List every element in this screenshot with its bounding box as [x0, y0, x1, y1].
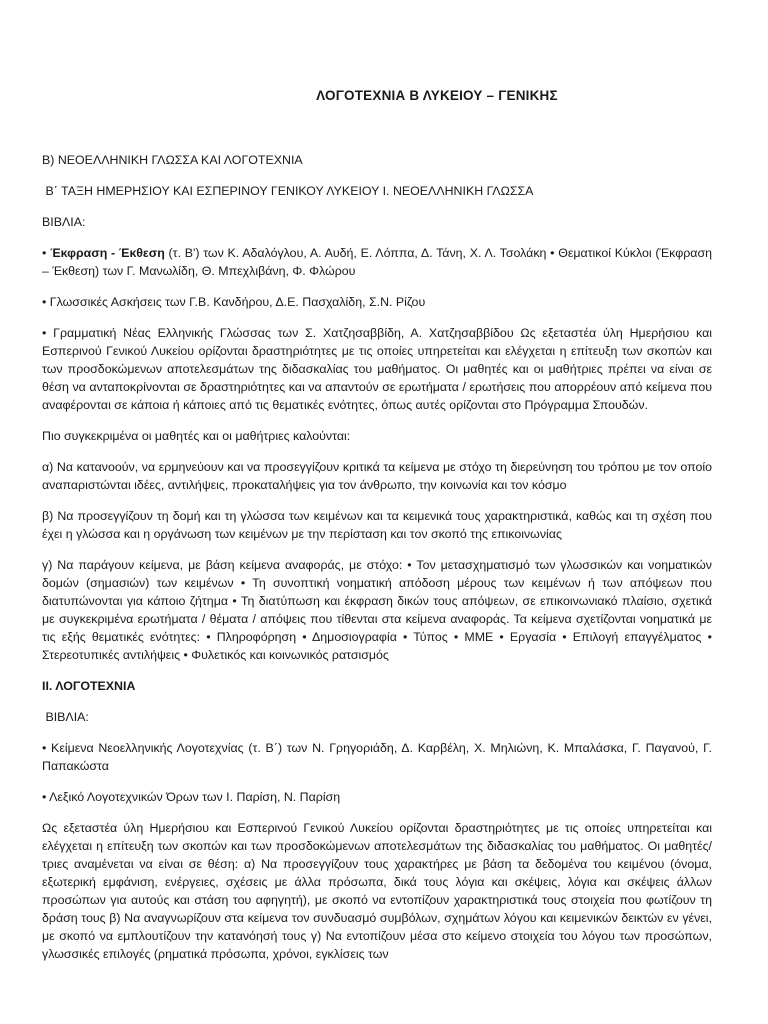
book-item-glossikes: • Γλωσσικές Ασκήσεις των Γ.Β. Κανδήρου, Δ.Ε. Πασχαλίδη, Σ.Ν. Ρίζου: [42, 295, 426, 309]
objective-a: α) Να κατανοούν, να ερμηνεύουν και να προσεγγίζουν κριτικά τα κείμενα με στόχο τη διερεύνηση του τρόπου με τον οποίο αναπαριστώνται ιδέες, αντιλήψεις, προκαταλήψεις για τον άνθρωπο, την κοινωνία και τον κόσμο: [42, 460, 712, 492]
bullet: •: [42, 246, 51, 260]
lit-book-item-2: • Λεξικό Λογοτεχνικών Όρων των Ι. Παρίση, Ν. Παρίση: [42, 790, 341, 804]
book-title-ekfrasi: Έκφραση - Έκθεση: [50, 246, 165, 260]
objective-c: γ) Να παράγουν κείμενα, με βάση κείμενα αναφοράς, με στόχο: • Τον μετασχηματισμό των γλωσσικών και νοηματικών δομών (σημασιών) των κειμένων • Τη συνοπτική νοηματική απόδοση μέρους των κειμένων ή των απόψεων που διατυπώνονται για κάποιο ζήτημα • Τη διατύπωση και έκφραση δικών τους απόψεων, σε επικοινωνιακό πλαίσιο, σχετικά με συγκεκριμένα ερωτήματα / θέματα / απόψεις που τίθενται στα κείμενα αναφοράς. Τα κείμενα σχετίζονται νοηματικά με τις εξής θεματικές ενότητες: • Πληροφόρηση • Δημοσιογραφία • Τύπος • ΜΜΕ • Εργασία • Επιλογή επαγγέλματος • Στερεοτυπικές αντιλήψεις • Φυλετικός και κοινωνικός ρατσισμός: [42, 558, 712, 662]
books-label-2: ΒΙΒΛΙΑ:: [42, 710, 89, 724]
book-item-ekfrasi: [42, 244, 712, 280]
objective-b: β) Να προσεγγίζουν τη δομή και τη γλώσσα των κειμένων και τα κειμενικά τους χαρακτηριστικά, καθώς και τη σχέση που έχει η γλώσσα και η οργάνωση των κειμένων με την περίσταση και τον σκοπό της επικοινωνίας: [42, 509, 712, 541]
section-heading-b: Β) ΝΕΟΕΛΛΗΝΙΚΗ ΓΛΩΣΣΑ ΚΑΙ ΛΟΓΟΤΕΧΝΙΑ: [42, 153, 303, 167]
lit-paragraph: Ως εξεταστέα ύλη Ημερήσιου και Εσπερινού Γενικού Λυκείου ορίζονται δραστηριότητες με τις οποίες υπηρετείται και ελέγχεται η επίτευξη των σκοπών και των προσδοκώμενων αποτελεσμάτων της διδασκαλίας του μαθήματος. Οι μαθητές/τριες αναμένεται να είναι σε θέση: α) Να προσεγγίζουν τους χαρακτήρες με βάση τα δεδομένα του κειμένου (όνομα, εξωτερική εμφάνιση, ενέργειες, σχέσεις με άλλα πρόσωπα, δικά τους λόγια και σκέψεις, λόγια και σκέψεις άλλων προσώπων για αυτούς και στάση του αφηγητή), με σκοπό να εντοπίζουν χαρακτηριστικά τους στοιχεία που φωτίζουν τη δράση τους β) Να αναγνωρίζουν στα κείμενα τον συνδυασμό συμβόλων, σχημάτων λόγου και κειμενικών δεικτών εν γένει, με σκοπό να εμπλουτίζουν την κατανόησή τους γ) Να εντοπίζουν μέσα στο κείμενο στοιχεία του λόγου των προσώπων, γλωσσικές επιλογές (ρηματικά πρόσωπα, χρόνοι, εγκλίσεις των: [42, 821, 712, 961]
class-line: Β΄ ΤΑΞΗ ΗΜΕΡΗΣΙΟΥ ΚΑΙ ΕΣΠΕΡΙΝΟΥ ΓΕΝΙΚΟΥ ΛΥΚΕΙΟΥ Ι. ΝΕΟΕΛΛΗΝΙΚΗ ΓΛΩΣΣΑ: [42, 184, 534, 198]
specific-intro: Πιο συγκεκριμένα οι μαθητές και οι μαθήτριες καλούνται:: [42, 429, 351, 443]
lit-book-item-1: • Κείμενα Νεοελληνικής Λογοτεχνίας (τ. Β΄) των Ν. Γρηγοριάδη, Δ. Καρβέλη, Χ. Μηλιώνη, Κ. Μπαλάσκα, Γ. Παγανού, Γ. Παπακώστα: [42, 741, 712, 773]
book-item-grammatiki: • Γραμματική Νέας Ελληνικής Γλώσσας των Σ. Χατζησαββίδη, Α. Χατζησαββίδου Ως εξεταστέα ύλη Ημερήσιου και Εσπερινού Γενικού Λυκείου ορίζονται δραστηριότητες με τις οποίες υπηρετείται και ελέγχεται η επίτευξη των σκοπών και των προσδοκώμενων αποτελεσμάτων της διδασκαλίας του μαθήματος. Οι μαθητές και οι μαθήτριες πρέπει να είναι σε θέση να ανταποκρίνονται σε δραστηριότητες και να απαντούν σε ερωτήματα / ερωτήσεις που απορρέουν από κείμενα που αναφέρονται σε κάποια ή κάποιες από τις θεματικές ενότητες, όπως αυτές ορίζονται στο Πρόγραμμα Σπουδών.: [42, 326, 712, 412]
book-details-ekfrasi: (τ. Β') των Κ. Αδαλόγλου, Α. Αυδή, Ε. Λόππα, Δ. Τάνη, Χ. Λ. Τσολάκη • Θεματικοί Κύκλοι (Έκφραση – Έκθεση) των Γ. Μανωλίδη, Θ. Μπεχλιβάνη, Φ. Φλώρου: [42, 246, 712, 278]
books-label: ΒΙΒΛΙΑ:: [42, 215, 86, 229]
document-title: ΛΟΓΟΤΕΧΝΙΑ Β ΛΥΚΕΙΟΥ – ΓΕΝΙΚΗΣ: [316, 88, 558, 103]
section-heading-ii: ΙΙ. ΛΟΓΟΤΕΧΝΙΑ: [42, 679, 136, 693]
